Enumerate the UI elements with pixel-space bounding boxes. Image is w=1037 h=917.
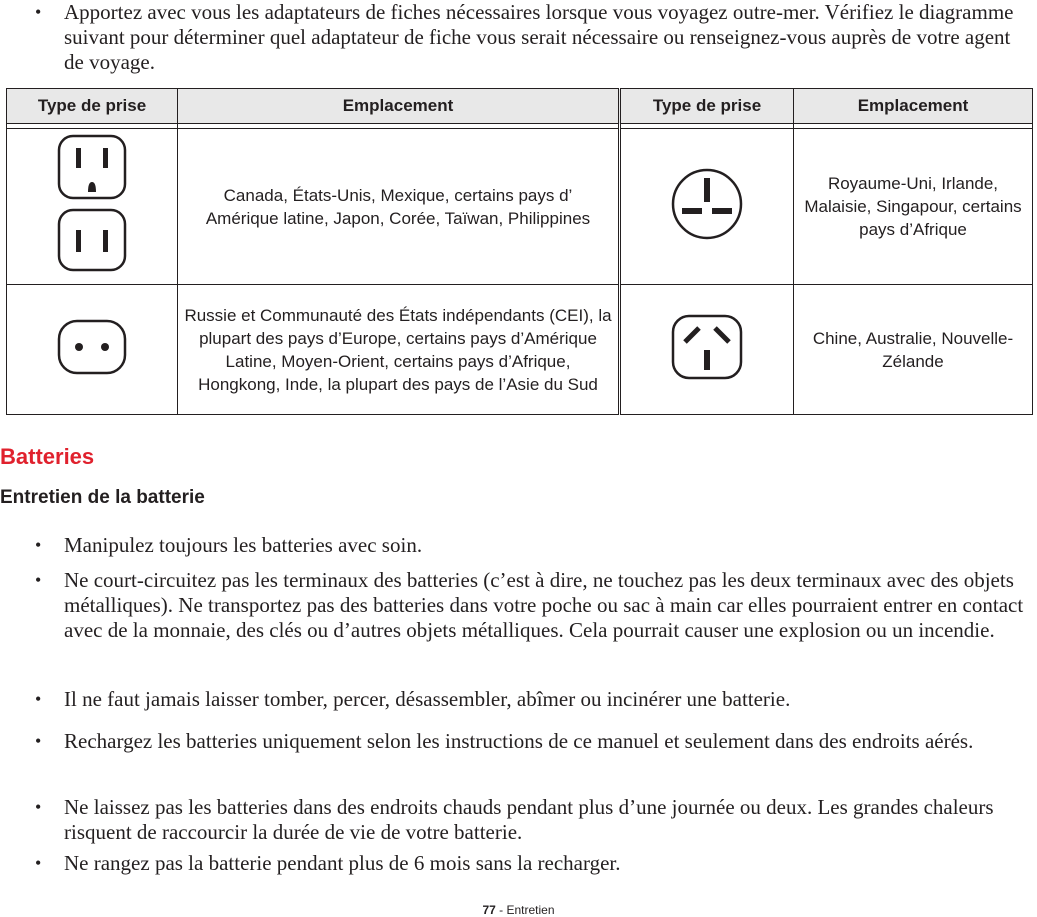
europe-round-pin-plug-icon xyxy=(59,321,125,373)
bullet-dot-icon: • xyxy=(35,2,42,22)
list-item xyxy=(35,795,1028,845)
australia-china-plug-icon xyxy=(673,316,741,378)
us-2-prong-plug-icon xyxy=(59,210,125,270)
page-number: 77 xyxy=(482,903,496,917)
subsection-title: Entretien de la batterie xyxy=(0,487,205,508)
table-row xyxy=(7,285,1033,415)
list-item xyxy=(35,729,1028,754)
location-cell: Chine, Australie, Nouvelle-Zélande xyxy=(794,285,1033,415)
header-plug-type-1: Type de prise xyxy=(7,89,178,124)
bullet-dot-icon: • xyxy=(35,689,42,709)
list-item-text: Ne court-circuitez pas les terminaux des batteries (c’est à dire, ne touchez pas les deux terminaux avec des objets métalliques). Ne transportez pas des batteries dans votre poche ou sac à main car elles pourraient entrer en contact avec de la monnaie, des clés ou d’autres objets métalliques. Cela pourrait causer une explosion ou un incendie. xyxy=(64,568,1024,642)
plug-cell xyxy=(620,129,794,285)
list-item-text: Il ne faut jamais laisser tomber, percer, désassembler, abîmer ou incinérer une batterie. xyxy=(64,687,791,711)
header-location-1: Emplacement xyxy=(178,89,620,124)
location-cell: Royaume-Uni, Irlande, Malaisie, Singapour, certains pays d’Afrique xyxy=(794,129,1033,285)
list-item xyxy=(35,533,1028,558)
table-header-row xyxy=(7,89,1033,124)
location-cell: Russie et Communauté des États indépendants (CEI), la plupart des pays d’Europe, certains pays d’Amérique Latine, Moyen-Orient, certains pays d’Afrique, Hongkong, Inde, la plupart des pays de l’Asie du Sud xyxy=(178,285,620,415)
bullet-dot-icon: • xyxy=(35,570,42,590)
bullet-dot-icon: • xyxy=(35,853,42,873)
bullet-dot-icon: • xyxy=(35,731,42,751)
page-footer xyxy=(0,903,1037,917)
footer-separator: - xyxy=(495,903,507,917)
list-item xyxy=(35,687,1028,712)
us-3-prong-plug-icon xyxy=(59,136,125,198)
plug-types-table xyxy=(6,88,1033,415)
list-item-text: Rechargez les batteries uniquement selon les instructions de ce manuel et seulement dans des endroits aérés. xyxy=(64,729,974,753)
list-item xyxy=(35,568,1037,643)
plug-cell xyxy=(7,129,178,285)
uk-plug-icon xyxy=(673,170,741,238)
list-item xyxy=(35,851,1028,876)
location-cell: Canada, États-Unis, Mexique, certains pays d’ Amérique latine, Japon, Corée, Taïwan, Philippines xyxy=(178,129,620,285)
header-location-2: Emplacement xyxy=(794,89,1033,124)
footer-section: Entretien xyxy=(506,903,555,917)
header-plug-type-2: Type de prise xyxy=(620,89,794,124)
list-item-text: Manipulez toujours les batteries avec soin. xyxy=(64,533,423,557)
intro-bullet xyxy=(35,0,1018,75)
bullet-dot-icon: • xyxy=(35,797,42,817)
table-row xyxy=(7,129,1033,285)
list-item-text: Ne laissez pas les batteries dans des endroits chauds pendant plus d’une journée ou deux. Les grandes chaleurs risquent de raccourcir la durée de vie de votre batterie. xyxy=(64,795,994,844)
intro-bullet-text: Apportez avec vous les adaptateurs de fiches nécessaires lorsque vous voyagez outre-mer. Vérifiez le diagramme suivant pour déterminer quel adaptateur de fiche vous serait nécessaire ou renseignez-vous auprès de votre agent de voyage. xyxy=(64,0,1014,74)
list-item-text: Ne rangez pas la batterie pendant plus de 6 mois sans la recharger. xyxy=(64,851,621,875)
plug-cell xyxy=(7,285,178,415)
bullet-dot-icon: • xyxy=(35,535,42,555)
section-title: Batteries xyxy=(0,444,95,469)
plug-cell xyxy=(620,285,794,415)
